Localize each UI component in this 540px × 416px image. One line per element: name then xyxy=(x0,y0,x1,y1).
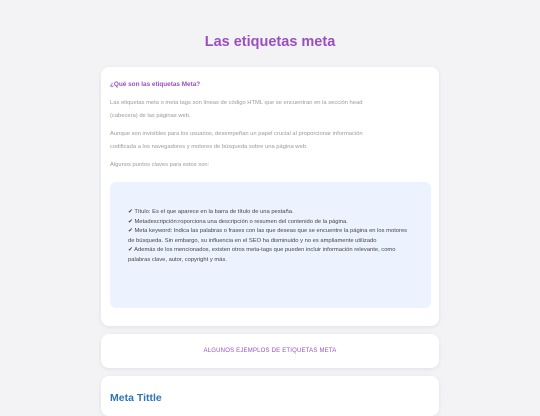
keypoint-metadescription: ✔ Metadescripción:roporciona una descripción o resumen del contenido de la página. xyxy=(128,218,348,225)
intro-paragraph-1: Las etiquetas meta o meta tags son líneas de código HTML que se encuentran en la sección head (cabecera) de las páginas web. xyxy=(110,100,363,119)
intro-heading: ¿Qué son las etiquetas Meta? xyxy=(110,81,201,88)
examples-card xyxy=(101,334,439,368)
intro-paragraph-2: Aunque son invisibles para los usuarios, desempeñan un papel crucial al proporcionar información codificada a los navegadores y motores de búsqueda sobre una página web. xyxy=(110,131,363,150)
intro-paragraph-3: Algunos puntos claves para estos son: xyxy=(110,162,210,168)
meta-title-heading: Meta Tittle xyxy=(110,392,162,404)
keypoint-meta-keyword: ✔ Meta keyword: Indica las palabras o frases con las que deseas que se encuentre la página en los motores de búsqueda. Sin embargo, su influencia en el SEO ha disminuido y no es ampliamente utilizado xyxy=(128,228,408,244)
keypoint-other-meta-tags: ✔ Además de los mencionados, existen otros meta-tags que pueden incluir información relevante, como palabras clave, autor, copyright y más. xyxy=(128,247,396,263)
meta-title-card xyxy=(101,376,439,416)
intro-card xyxy=(101,67,439,326)
examples-link[interactable]: ALGUNOS EJEMPLOS DE ETIQUETAS META xyxy=(203,348,337,354)
keypoints-box xyxy=(110,182,431,308)
page-title: Las etiquetas meta xyxy=(204,34,336,50)
keypoint-title: ✔ Título: Es el que aparece en la barra de título de una pestaña. xyxy=(128,209,294,215)
